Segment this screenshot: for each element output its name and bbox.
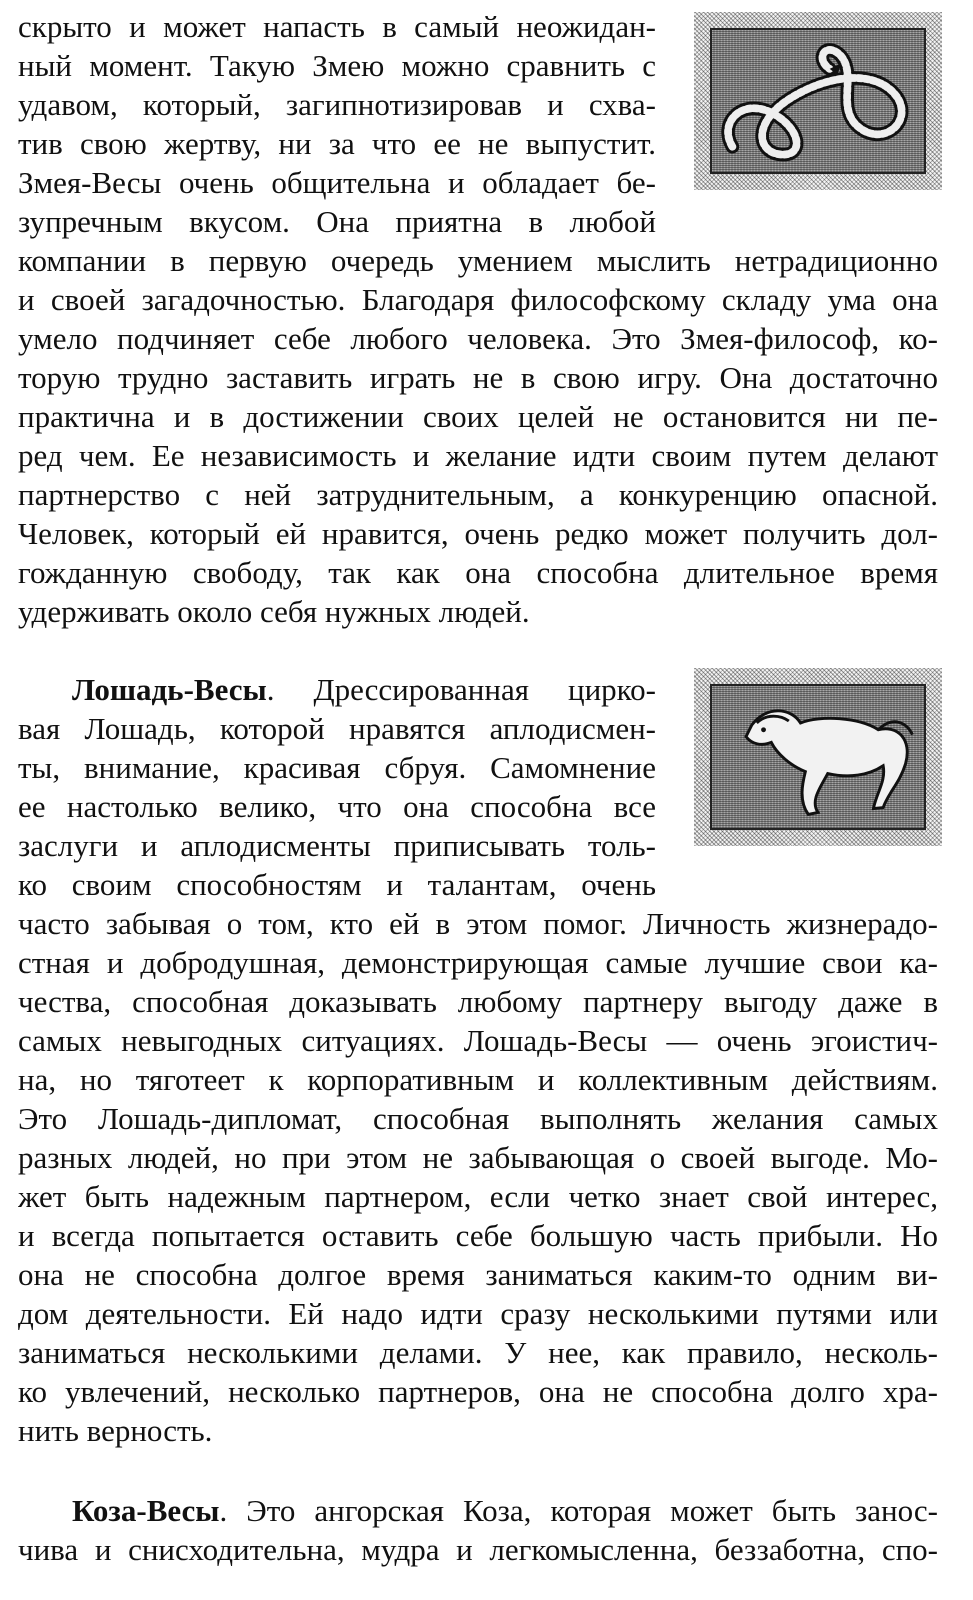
horse-line-14: жет быть надежным партнером, если четко знает свой интерес, — [18, 1179, 938, 1214]
horse-icon — [712, 686, 924, 828]
snake-illustration — [694, 12, 942, 190]
snake-line-12: ред чем. Ее независимость и желание идти своим путем делают — [18, 438, 938, 473]
horse-line-7: часто забывая о том, кто ей в этом помог. Личность жизнерадо- — [18, 906, 938, 941]
horse-illustration — [694, 668, 942, 846]
horse-line-20: нить верность. — [18, 1413, 213, 1448]
horse-line-16: она не способна долгое время заниматься каким-то одним ви- — [18, 1257, 938, 1292]
horse-line-11: на, но тяготеет к корпоративным и коллективным действиям. — [18, 1062, 938, 1097]
snake-line-8: и своей загадочностью. Благодаря философскому складу ума она — [18, 282, 938, 317]
snake-line-13: партнерство с ней затруднительным, а конкуренцию опасной. — [18, 477, 938, 512]
horse-line-8: стная и добродушная, демонстрирующая самые лучшие свои ка- — [18, 945, 938, 980]
horse-line-1 — [72, 671, 656, 709]
snake-line-11: практична и в достижении своих целей не остановится ни пе- — [18, 399, 938, 434]
horse-illustration-panel — [710, 684, 926, 830]
snake-line-2: ный момент. Такую Змею можно сравнить с — [18, 48, 656, 83]
snake-illustration-panel — [710, 28, 926, 174]
horse-line-2: вая Лошадь, которой нравятся аплодисмен- — [18, 711, 656, 746]
horse-heading: Лошадь-Весы — [72, 672, 267, 707]
horse-line-10: самых невыгодных ситуациях. Лошадь-Весы — очень эгоистич- — [18, 1023, 938, 1058]
horse-line-1-rest: . Дрессированная цирко- — [266, 672, 656, 707]
goat-line-2: чива и снисходительна, мудра и легкомысленна, беззаботна, спо- — [18, 1532, 938, 1567]
goat-line-1 — [72, 1492, 938, 1530]
snake-line-10: торую трудно заставить играть не в свою игру. Она достаточно — [18, 360, 938, 395]
horse-line-3: ты, внимание, красивая сбруя. Самомнение — [18, 750, 656, 785]
horse-line-15: и всегда попытается оставить себе большую часть прибыли. Но — [18, 1218, 938, 1253]
snake-line-9: умело подчиняет себе любого человека. Это Змея-философ, ко- — [18, 321, 938, 356]
snake-line-7: компании в первую очередь умением мыслить нетрадиционно — [18, 243, 938, 278]
horse-line-4: ее настолько велико, что она способна все — [18, 789, 656, 824]
goat-line-1-rest: . Это ангорская Коза, которая может быть занос- — [219, 1493, 938, 1528]
snake-line-1: скрыто и может напасть в самый неожидан- — [18, 9, 656, 44]
snake-line-5: Змея-Весы очень общительна и обладает бе- — [18, 165, 656, 200]
horse-line-17: дом деятельности. Ей надо идти сразу несколькими путями или — [18, 1296, 938, 1331]
horse-line-5: заслуги и аплодисменты приписывать толь- — [18, 828, 656, 863]
horse-line-12: Это Лошадь-дипломат, способная выполнять желания самых — [18, 1101, 938, 1136]
snake-icon — [712, 30, 924, 172]
horse-line-13: разных людей, но при этом не забывающая о своей выгоде. Мо- — [18, 1140, 938, 1175]
snake-line-15: гожданную свободу, так как она способна длительное время — [18, 555, 938, 590]
snake-line-16: удерживать около себя нужных людей. — [18, 594, 530, 629]
goat-heading: Коза-Весы — [72, 1493, 220, 1528]
horse-line-19: ко увлечений, несколько партнеров, она не способна долго хра- — [18, 1374, 938, 1409]
snake-line-6: зупречным вкусом. Она приятна в любой — [18, 204, 656, 239]
snake-line-3: удавом, который, загипнотизировав и схва- — [18, 87, 656, 122]
snake-line-4: тив свою жертву, ни за что ее не выпустит. — [18, 126, 656, 161]
horse-line-18: заниматься несколькими делами. У нее, как правило, несколь- — [18, 1335, 938, 1370]
horse-line-6: ко своим способностям и талантам, очень — [18, 867, 656, 902]
horse-line-9: чества, способная доказывать любому партнеру выгоду даже в — [18, 984, 938, 1019]
snake-line-14: Человек, который ей нравится, очень редко может получить дол- — [18, 516, 938, 551]
